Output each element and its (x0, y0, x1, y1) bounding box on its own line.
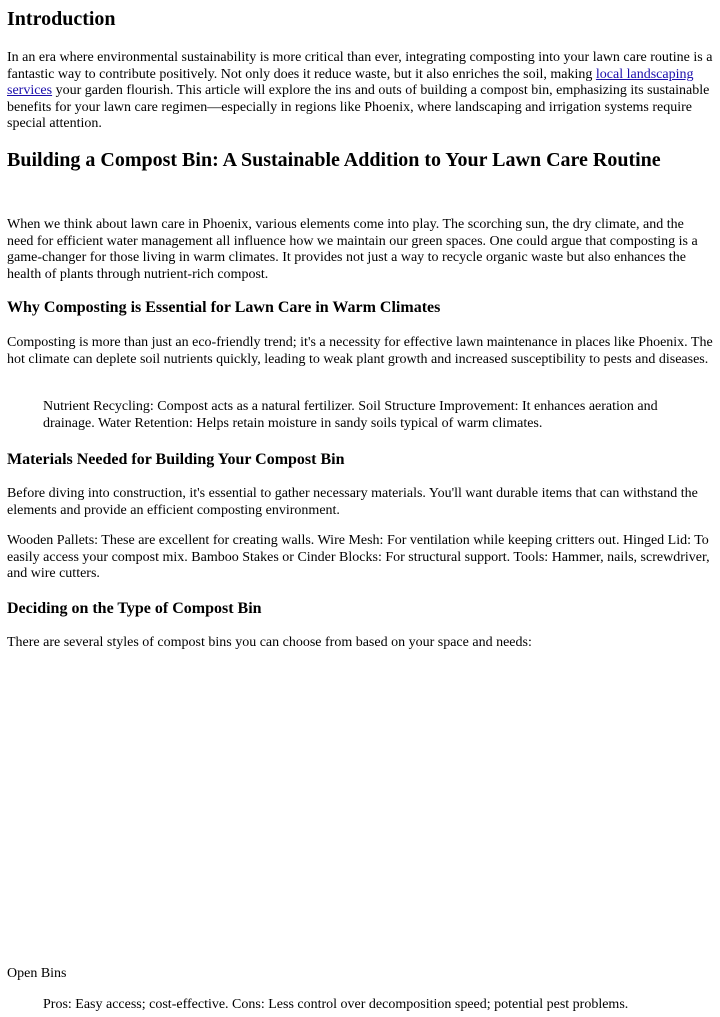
intro-paragraph (7, 50, 713, 133)
intro-heading: Introduction (7, 8, 116, 30)
building-paragraph: When we think about lawn care in Phoenix, various elements come into play. The scorching sun, the dry climate, and the need for efficient water management all influence how we maintain our green spaces. One could argue that composting is a game-changer for those living in warm climates. It provides not just a way to recycle organic waste but also enhances the health of plants through nutrient-rich compost. (7, 217, 698, 282)
open-bins-label: Open Bins (7, 966, 67, 981)
type-paragraph: There are several styles of compost bins you can choose from based on your space and needs: (7, 635, 532, 650)
why-benefits-quote: Nutrient Recycling: Compost acts as a natural fertilizer. Soil Structure Improvement: It enhances aeration and drainage. Water Retention: Helps retain moisture in sandy soils typical of warm climates. (43, 399, 658, 431)
why-heading: Why Composting is Essential for Lawn Care in Warm Climates (7, 299, 441, 316)
materials-heading: Materials Needed for Building Your Compost Bin (7, 451, 345, 468)
intro-text-before-link: In an era where environmental sustainability is more critical than ever, integrating composting into your lawn care routine is a fantastic way to contribute positively. Not only does it reduce waste, but it also enriches the soil, making (7, 50, 713, 82)
materials-list-paragraph: Wooden Pallets: These are excellent for creating walls. Wire Mesh: For ventilation while keeping critters out. Hinged Lid: To easily access your compost mix. Bamboo Stakes or Cinder Blocks: For structural support. Tools: Hammer, nails, screwdriver, and wire cutters. (7, 533, 710, 582)
why-paragraph: Composting is more than just an eco-friendly trend; it's a necessity for effective lawn maintenance in places like Phoenix. The hot climate can deplete soil nutrients quickly, leading to weak plant growth and increased susceptibility to pests and diseases. (7, 335, 713, 367)
intro-text-after-link: your garden flourish. This article will explore the ins and outs of building a compost bin, emphasizing its sustainable benefits for your lawn care regimen—especially in regions like Phoenix, where landscaping and irrigation systems require special attention. (7, 83, 710, 132)
type-heading: Deciding on the Type of Compost Bin (7, 600, 262, 617)
building-heading: Building a Compost Bin: A Sustainable Addition to Your Lawn Care Routine (7, 149, 661, 171)
local-landscaping-services-link[interactable]: local landscaping services (7, 66, 694, 99)
open-bins-quote: Pros: Easy access; cost-effective. Cons: Less control over decomposition speed; potential pest problems. (43, 997, 629, 1012)
materials-intro-paragraph: Before diving into construction, it's essential to gather necessary materials. You'll want durable items that can withstand the elements and provide an efficient composting environment. (7, 486, 698, 518)
